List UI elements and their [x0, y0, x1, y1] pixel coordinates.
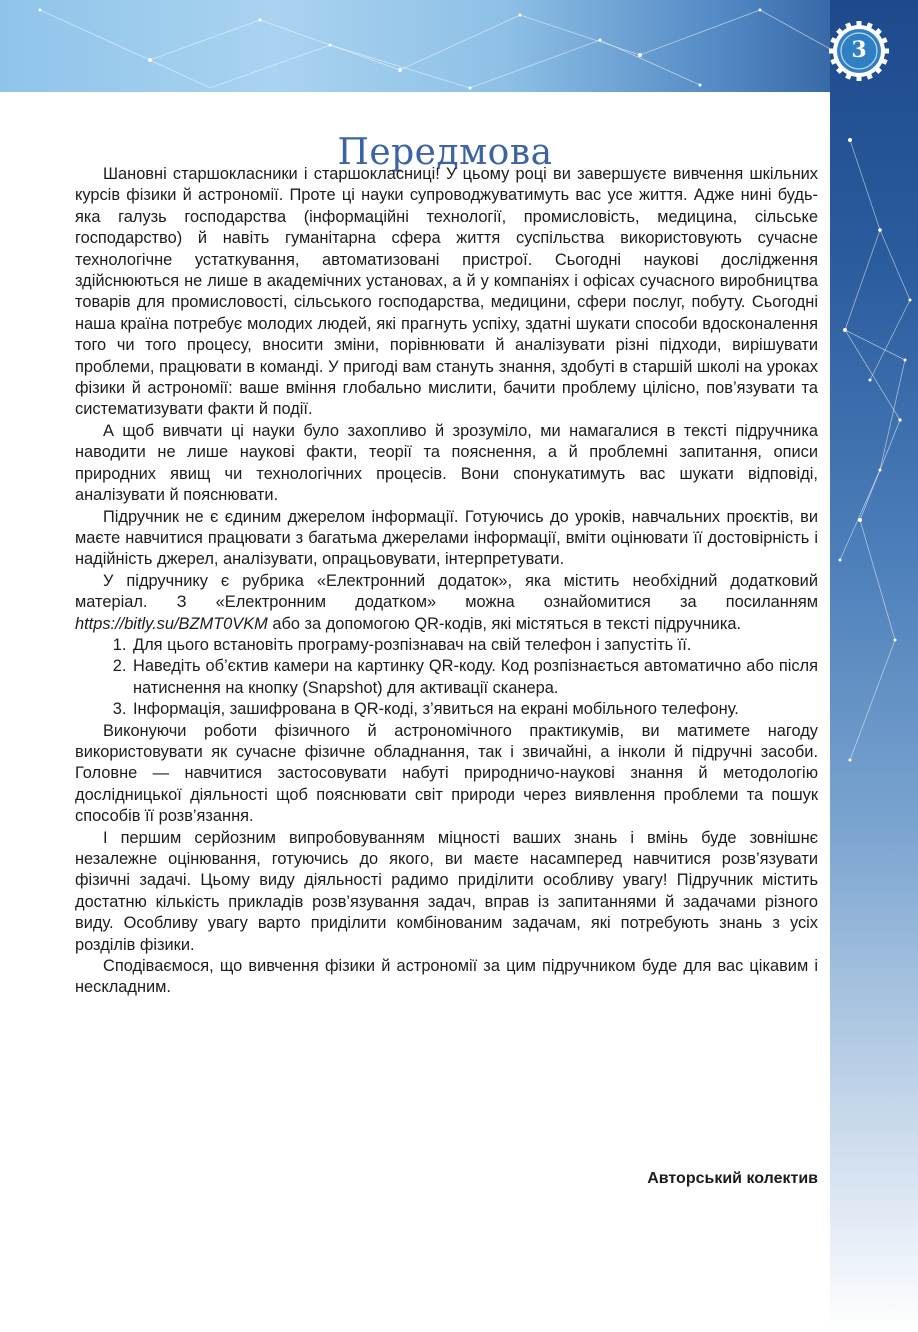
preface-body [75, 164, 818, 999]
page-number: 3 [851, 37, 867, 63]
list-item: 3. Інформація, зашифрована в QR-коді, з’явиться на екрані мобільного телефону. [131, 699, 818, 720]
qr-steps-list [75, 635, 818, 721]
page-number-badge [828, 20, 890, 82]
list-item: 2. Наведіть об’єктив камери на картинку QR-коду. Код розпізнається автоматично або після натиснення на кнопку (Snapshot) для активації сканера. [131, 656, 818, 699]
header-background [0, 0, 918, 92]
paragraph: Виконуючи роботи фізичного й астрономічного практикумів, ви матимете нагоду використовувати як сучасне фізичне обладнання, так і звичайні, а інколи й підручні засоби. Головне — навчитися застосовувати набуті природничо-наукові знання й методологію дослідницької діяльності щоб пояснювати світ природи через виявлення проблеми та пошук способів її розв’язання. [75, 721, 818, 826]
author-signature: Авторський колектив [647, 1170, 818, 1187]
paragraph: Підручник не є єдиним джерелом інформації. Готуючись до уроків, навчальних проєктів, ви маєте навчитися працювати з багатьма джерелами інформації, вміти оцінювати її достовірність і надійність джерел, аналізувати, опрацьовувати, інтерпретувати. [75, 507, 818, 569]
paragraph: Шановні старшокласники і старшокласниці! У цьому році ви завершуєте вивчення шкільних курсів фізики й астрономії. Проте ці науки супроводжуватимуть вас усе життя. Адже нині будь-яка галузь господарства (інформаційні технології, промисловість, медицина, сільське господарство) й навіть гуманітарна сфера життя суспільства використовують сучасне технологічне устаткування, автоматизовані пристрої. Сьогодні наукові дослідження здійснюються не лише в академічних установах, а й у компаніях і офісах сучасного виробництва товарів для промисловості, сільського господарства, медицини, сфери послуг, побуту. Сьогодні наша країна потребує молодих людей, які прагнуть успіху, здатні шукати способи вдосконалення того чи того процесу, вносити зміни, порівнювати й аналізувати різні підходи, вирішувати проблеми, працювати в команді. У пригоді вам стануть знання, здобуті в старшій школі на уроках фізики й астрономії: ваше вміння глобально мислити, бачити проблему цілісно, пов’язувати та систематизувати факти й події. [75, 165, 818, 419]
paragraph-text: або за допомогою QR-кодів, які містяться в тексті підручника. [267, 614, 742, 633]
paragraph-text: У підручнику є рубрика «Електронний додаток», яка містить необхідний додатковий матеріал. З «Електронним додатком» можна ознайомитися за посиланням [75, 571, 818, 612]
paragraph: Сподіваємося, що вивчення фізики й астрономії за цим підручником буде для вас цікавим і нескладним. [75, 957, 818, 997]
page-title: Передмова [337, 132, 553, 174]
list-item: 1. Для цього встановіть програму-розпізнавач на свій телефон і запустіть її. [131, 635, 818, 656]
paragraph-electronic-supplement [75, 571, 818, 635]
paragraph: І першим серйозним випробовуванням міцності ваших знань і вмінь буде зовнішнє незалежне оцінювання, готуючись до якого, ви маєте насамперед навчитися розв’язувати фізичні задачі. Цьому виду діяльності радимо приділити особливу увагу! Підручник містить достатню кількість прикладів розв’язування задач, вправ із запитаннями й задачами різного виду. Особливу увагу варто приділити комбінованим задачам, які потребують знань з усіх розділів фізики. [75, 828, 818, 954]
paragraph: А щоб вивчати ці науки було захопливо й зрозуміло, ми намагалися в тексті підручника наводити не лише наукові факти, теорії та пояснення, а й проблемні запитання, описи природних явищ чи технологічних процесів. Вони спонукатимуть вас шукати відповіді, аналізувати й пояснювати. [75, 421, 818, 505]
side-background [830, 0, 918, 1332]
supplement-link[interactable]: https://bitly.su/BZMT0VKM [75, 614, 268, 633]
